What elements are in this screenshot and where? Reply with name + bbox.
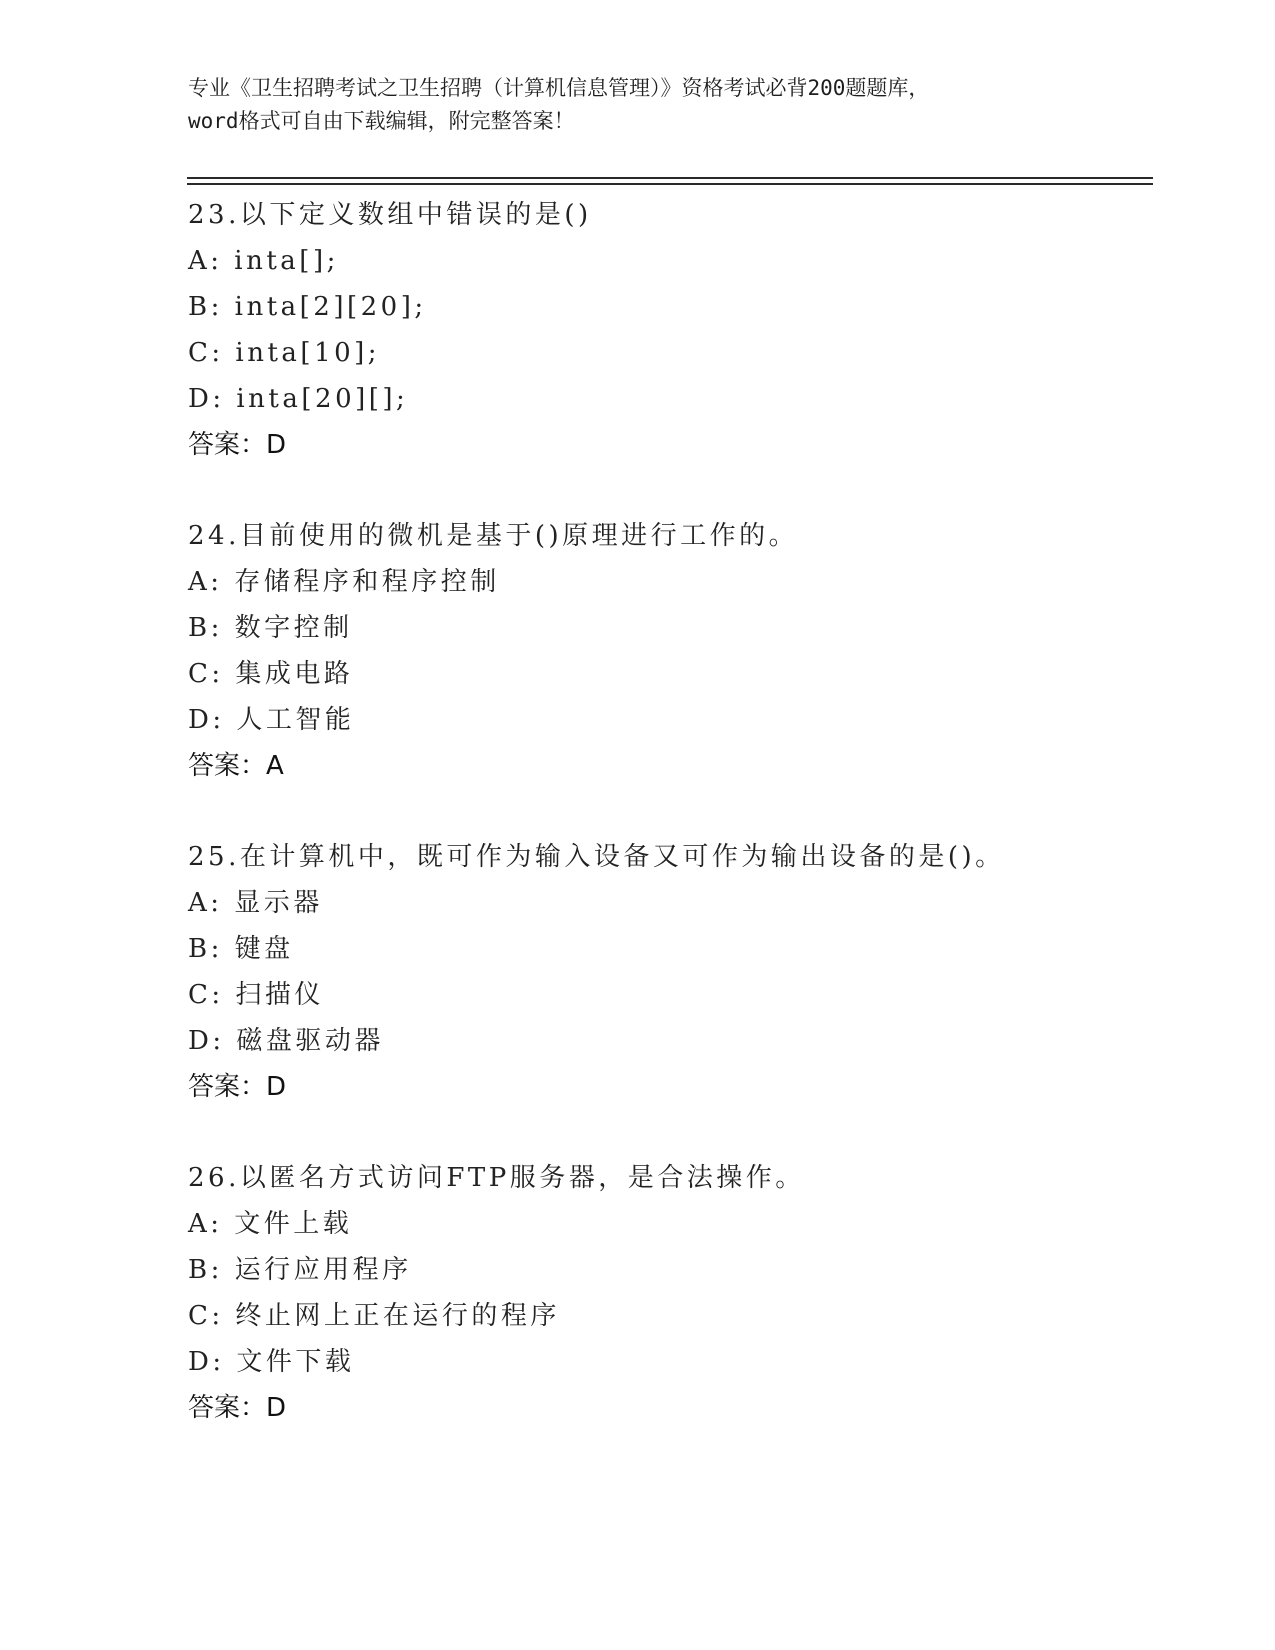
question-stem: 23.以下定义数组中错误的是() — [188, 200, 592, 230]
answer: 答案：A — [188, 751, 284, 781]
question-25 — [188, 834, 1148, 1110]
option-b: B: 运行应用程序 — [188, 1255, 412, 1285]
header-line-2: word格式可自由下载编辑，附完整答案！ — [188, 109, 575, 133]
question-24 — [188, 513, 1148, 789]
document-header — [188, 72, 1088, 138]
header-divider-bottom — [187, 183, 1153, 185]
answer: 答案：D — [188, 430, 287, 460]
question-stem: 24.目前使用的微机是基于()原理进行工作的。 — [188, 521, 799, 551]
header-line-1: 专业《卫生招聘考试之卫生招聘（计算机信息管理）》资格考试必背200题题库， — [188, 76, 930, 100]
question-stem: 26.以匿名方式访问FTP服务器，是合法操作。 — [188, 1163, 805, 1193]
option-b: B: inta[2][20]; — [188, 292, 427, 322]
option-c: C: 终止网上正在运行的程序 — [188, 1301, 560, 1331]
option-a: A: 文件上载 — [188, 1209, 353, 1239]
option-a: A: inta[]; — [188, 246, 339, 276]
question-26 — [188, 1155, 1148, 1431]
question-23 — [188, 192, 1148, 468]
option-b: B: 数字控制 — [188, 613, 353, 643]
option-d: D: inta[20][]; — [188, 384, 409, 414]
question-list — [188, 192, 1148, 1476]
answer: 答案：D — [188, 1393, 287, 1423]
option-d: D: 磁盘驱动器 — [188, 1026, 384, 1056]
option-a: A: 存储程序和程序控制 — [188, 567, 500, 597]
option-c: C: 集成电路 — [188, 659, 354, 689]
option-a: A: 显示器 — [188, 888, 323, 918]
option-d: D: 文件下载 — [188, 1347, 355, 1377]
option-d: D: 人工智能 — [188, 705, 355, 735]
option-b: B: 键盘 — [188, 934, 294, 964]
option-c: C: inta[10]; — [188, 338, 381, 368]
header-divider-top — [187, 177, 1153, 179]
option-c: C: 扫描仪 — [188, 980, 324, 1010]
question-stem: 25.在计算机中，既可作为输入设备又可作为输出设备的是()。 — [188, 842, 1005, 872]
answer: 答案：D — [188, 1072, 287, 1102]
